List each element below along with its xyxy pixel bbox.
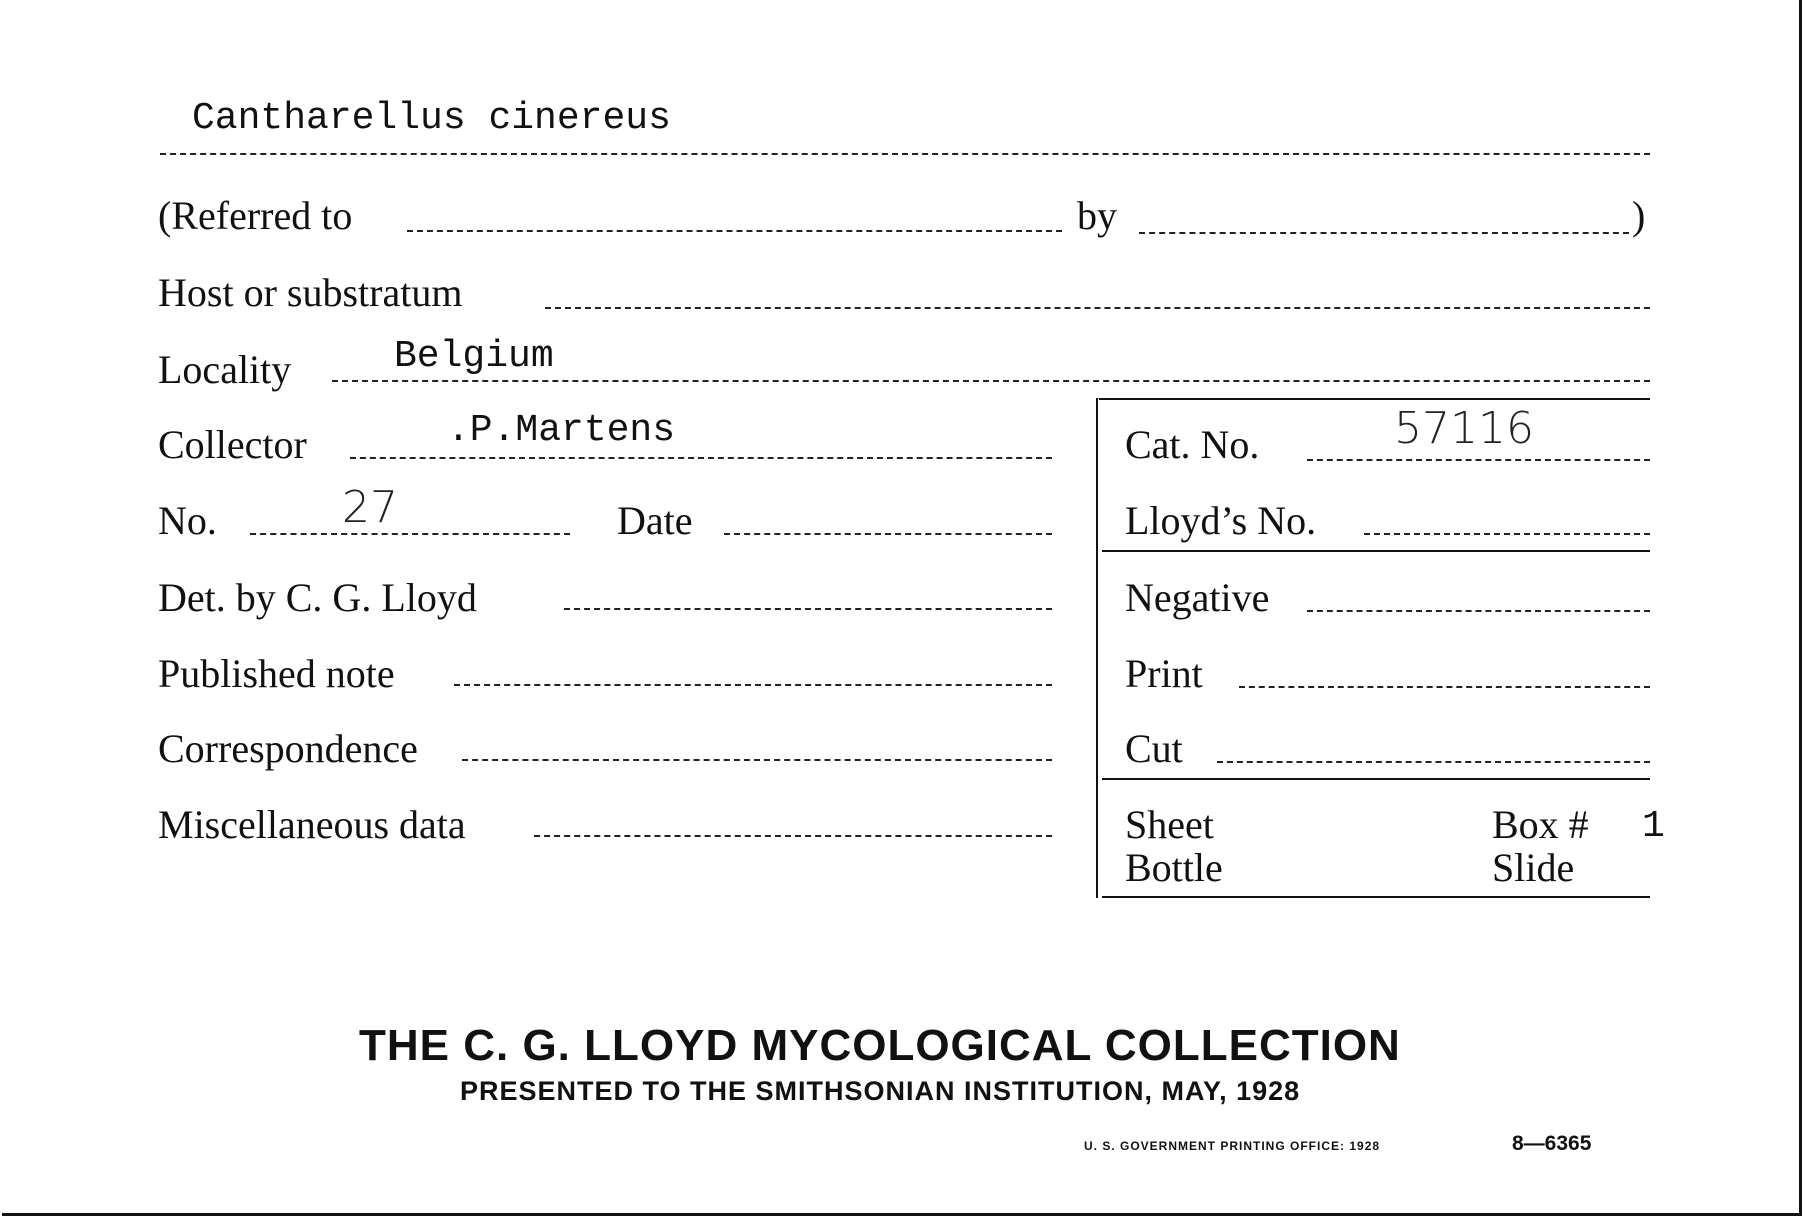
negative-label: Negative [1125,575,1270,620]
by-label: by [1077,193,1117,238]
locality-label: Locality [158,347,292,392]
form-number: 8—6365 [1512,1132,1592,1155]
date-label: Date [617,498,693,543]
collector-field[interactable] [350,457,1052,459]
misc-data-label: Miscellaneous data [158,802,466,847]
cat-no-label: Cat. No. [1125,422,1260,467]
correspondence-field[interactable] [462,759,1052,761]
no-field[interactable] [250,533,570,535]
cat-no-field[interactable] [1307,459,1650,461]
collection-subtitle: PRESENTED TO THE SMITHSONIAN INSTITUTION, MAY, 1928 [460,1076,1301,1106]
lloyds-no-label: Lloyd’s No. [1125,498,1317,543]
det-field[interactable] [564,608,1052,610]
collector-value: .P.Martens [447,409,676,452]
correspondence-label: Correspondence [158,726,418,771]
species-name: Cantharellus cinereus [192,97,671,140]
det-label: Det. by C. G. Lloyd [158,575,477,620]
published-note-field[interactable] [454,684,1052,686]
slide-label: Slide [1492,845,1575,890]
right-box-vertical-rule [1096,398,1098,898]
collection-title: THE C. G. LLOYD MYCOLOGICAL COLLECTION [359,1021,1401,1070]
locality-value: Belgium [394,335,554,378]
by-field[interactable] [1139,232,1629,234]
sheet-label: Sheet [1125,802,1214,847]
no-label: No. [158,498,217,543]
no-value: 27 [342,482,398,533]
referred-to-field[interactable] [407,230,1062,232]
right-box-rule-3 [1102,778,1650,780]
print-field[interactable] [1239,686,1650,688]
print-label: Print [1125,651,1203,696]
lloyds-no-field[interactable] [1364,533,1650,535]
right-box-top-rule [1099,398,1650,400]
close-paren: ) [1632,193,1646,238]
host-label: Host or substratum [158,270,463,315]
bottle-label: Bottle [1125,845,1223,890]
cat-no-value: 57116 [1394,403,1534,454]
species-line [160,153,1650,155]
published-note-label: Published note [158,651,395,696]
box-label: Box # [1492,802,1589,847]
right-box-rule-2 [1102,550,1650,552]
locality-field[interactable] [332,380,1650,382]
printer-imprint: U. S. GOVERNMENT PRINTING OFFICE: 1928 [1084,1139,1381,1153]
collector-label: Collector [158,422,307,467]
cut-field[interactable] [1217,761,1650,763]
right-box-bottom-rule [1102,896,1650,898]
referred-to-label: (Referred to [158,193,353,238]
box-value: 1 [1642,805,1665,848]
negative-field[interactable] [1307,610,1650,612]
date-field[interactable] [724,533,1052,535]
misc-data-field[interactable] [534,835,1052,837]
cut-label: Cut [1125,726,1183,771]
specimen-card [2,0,1802,1216]
host-field[interactable] [545,307,1650,309]
